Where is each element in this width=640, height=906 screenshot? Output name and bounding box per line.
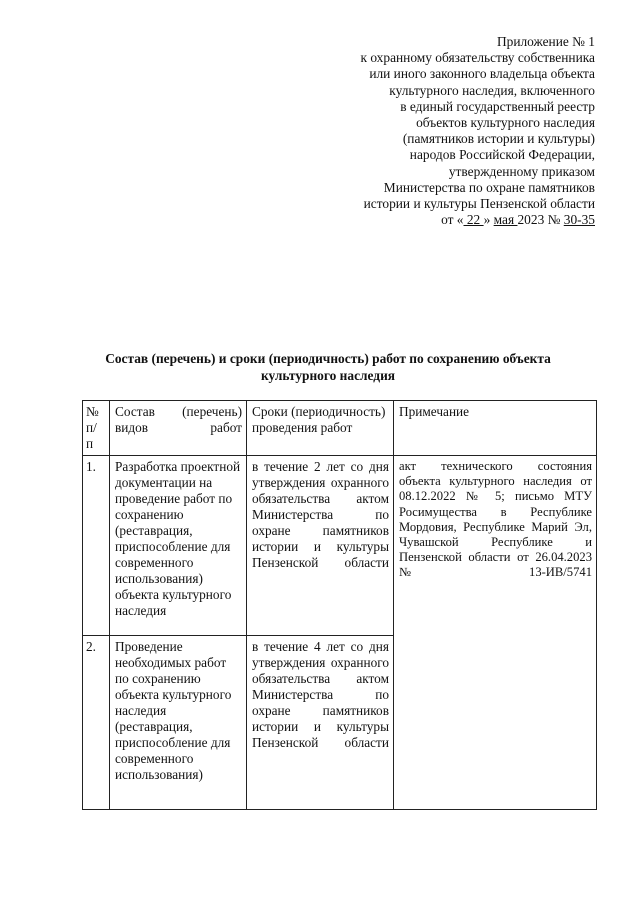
- header-terms-text: Сроки (периодичность) проведения работ: [252, 404, 386, 435]
- appendix-line: культурного наследия, включенного: [389, 82, 595, 98]
- order-year: 2023 №: [517, 212, 564, 228]
- table-row: [83, 456, 597, 636]
- row-terms-text: в течение 4 лет со дня утверждения охранного обязательства актом Министерства по охране памятников истории и культуры Пензенской области: [252, 639, 389, 750]
- document-title: [60, 351, 596, 384]
- date-prefix: от «: [441, 212, 464, 228]
- title-line: культурного наследия: [260, 367, 396, 383]
- row-composition: [110, 456, 247, 636]
- appendix-line: (памятников истории и культуры): [402, 131, 595, 147]
- row-composition: [110, 636, 247, 810]
- header-terms: [247, 401, 394, 456]
- row-terms: [247, 456, 394, 636]
- date-mid: »: [483, 212, 494, 228]
- appendix-line: объектов культурного наследия: [416, 115, 595, 131]
- works-table: [82, 400, 597, 810]
- appendix-line: Приложение № 1: [496, 34, 595, 49]
- title-line: Состав (перечень) и сроки (периодичность) работ по сохранению объекта: [105, 351, 551, 366]
- appendix-header: [300, 34, 595, 228]
- appendix-line: к охранному обязательству собственника: [360, 50, 595, 66]
- appendix-line: истории и культуры Пензенской области: [363, 196, 595, 212]
- header-note: [394, 401, 597, 456]
- header-composition-text: Состав (перечень) видов работ: [115, 404, 242, 435]
- row-terms-text: в течение 2 лет со дня утверждения охранного обязательства актом Министерства по охране памятников истории и культуры Пензенской области: [252, 459, 389, 570]
- order-number: 30-35: [563, 212, 595, 228]
- order-date-line: [300, 212, 595, 228]
- row-note: [394, 456, 597, 810]
- row-terms: [247, 636, 394, 810]
- row-num: 1.: [83, 456, 110, 636]
- row-note-text: акт технического состояния объекта культурного наследия от 08.12.2022 № 5; письмо МТУ Росимущества в Республике Мордовия, Республике Марий Эл, Чувашской Республике и Пензенской области от 26.04.2023 № 13-ИВ/5741: [399, 459, 592, 580]
- header-num-line: №: [86, 404, 99, 419]
- header-composition: [110, 401, 247, 456]
- row-composition-text: Разработка проектной документации на проведение работ по сохранению (реставрация, приспособление для современного использования) объекта культурного наследия: [115, 459, 241, 618]
- header-note-text: Примечание: [399, 404, 470, 419]
- table-header-row: [83, 401, 597, 456]
- appendix-line: или иного законного владельца объекта: [369, 66, 595, 82]
- row-num: 2.: [83, 636, 110, 810]
- order-day: 22: [463, 212, 484, 228]
- header-num-line: п: [86, 436, 94, 451]
- appendix-line: утвержденному приказом: [448, 163, 595, 179]
- header-num-line: п/: [86, 420, 97, 435]
- order-month: мая: [493, 212, 518, 228]
- appendix-line: народов Российской Федерации,: [409, 147, 595, 163]
- header-num: [83, 401, 110, 456]
- appendix-line: в единый государственный реестр: [400, 98, 595, 114]
- appendix-line: Министерства по охране памятников: [383, 179, 595, 195]
- row-composition-text: Проведение необходимых работ по сохранению объекта культурного наследия (реставрация, приспособление для современного использования): [115, 639, 232, 782]
